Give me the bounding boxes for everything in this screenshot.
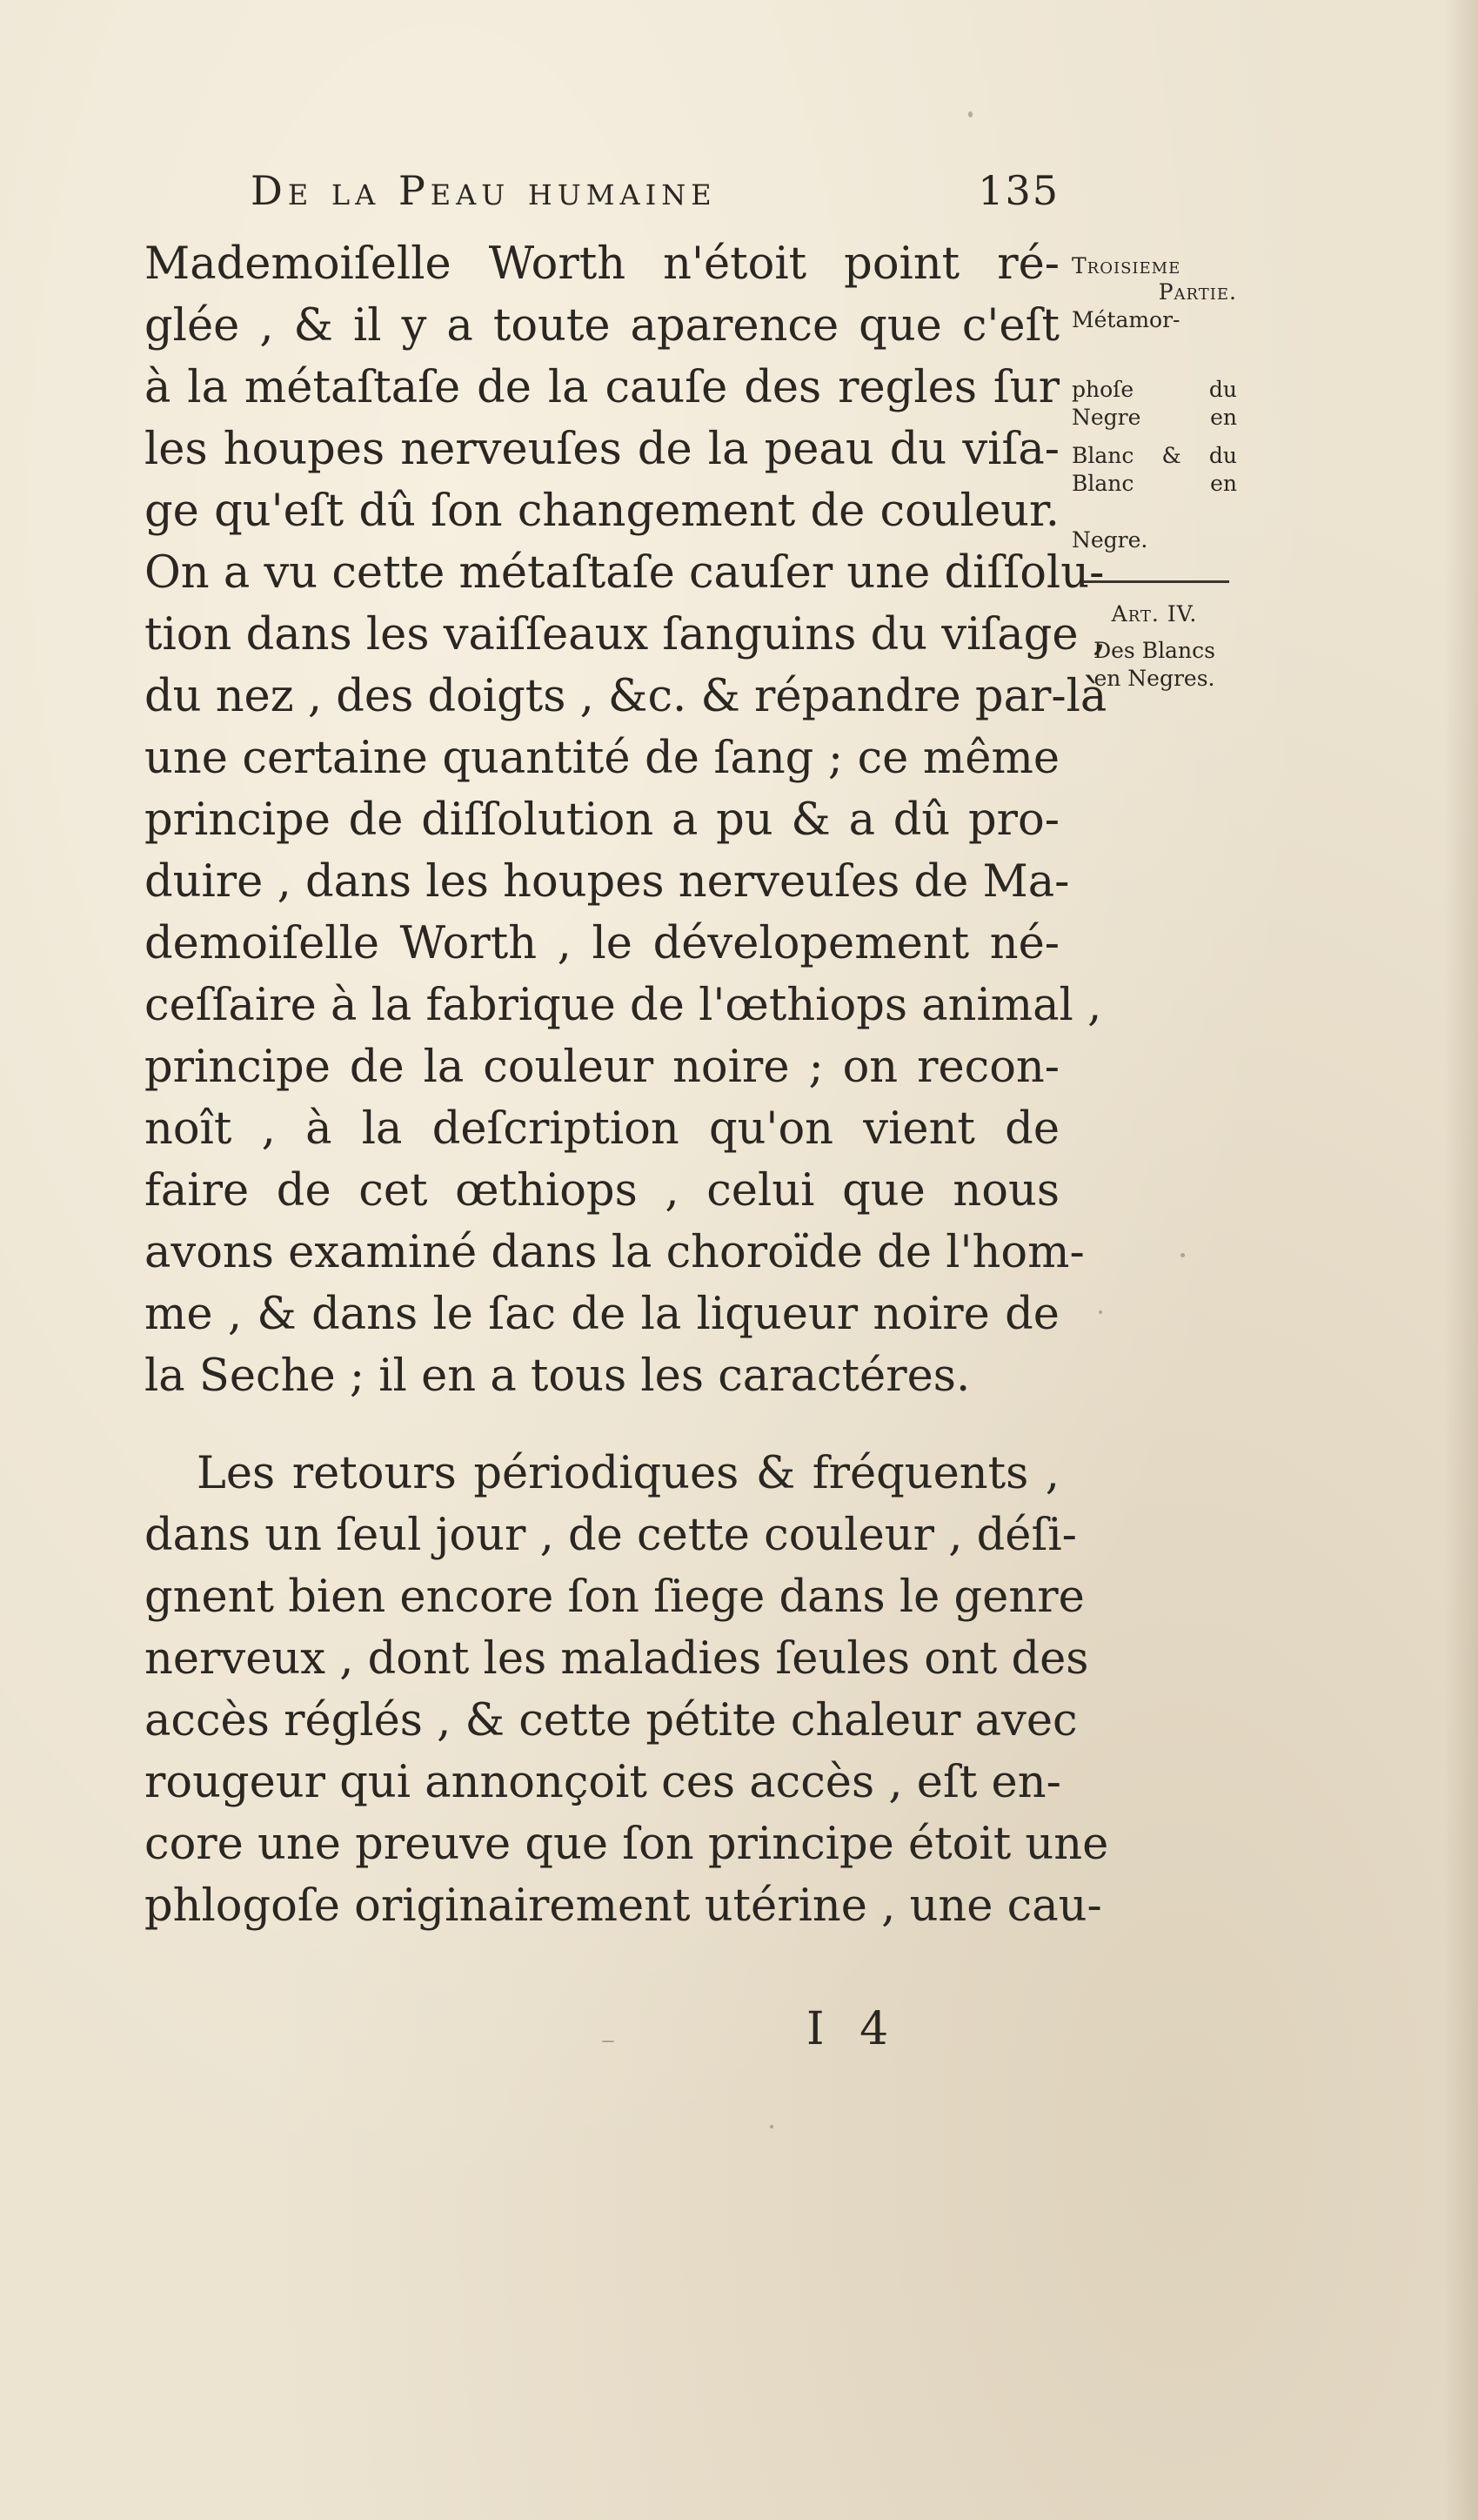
page-edge-shadow (1443, 0, 1478, 2520)
text-line: du nez , des doigts , &c. & répandre par-là (144, 671, 1107, 722)
text-line: une certaine quantité de ſang ; ce même (144, 733, 1060, 784)
margin-rule (1083, 580, 1229, 583)
margin-note: Negre. (1072, 527, 1148, 553)
text-line: On a vu cette métaſtaſe cauſer une diſſolu- (144, 547, 1105, 599)
text-line: demoiſelle Worth , le dévelopement né- (144, 918, 1060, 969)
text-line: la Seche ; il en a tous les caractéres. (144, 1350, 971, 1402)
text-line: avons examiné dans la choroïde de l'hom- (144, 1227, 1085, 1278)
margin-note: Art. IV. (1111, 601, 1198, 627)
text-line: faire de cet œthiops , celui que nous (144, 1165, 1060, 1216)
margin-note: Blanc & du (1072, 443, 1237, 468)
text-line: tion dans les vaiſſeaux ſanguins du viſage , (144, 609, 1107, 660)
text-line: principe de la couleur noire ; on recon- (144, 1042, 1060, 1093)
text-line: Mademoiſelle Worth n'étoit point ré- (144, 238, 1060, 290)
text-line: phlogoſe originairement utérine , une cau- (144, 1880, 1102, 1932)
text-line: ceſſaire à la fabrique de l'œthiops animal , (144, 980, 1102, 1031)
paper-speck (602, 2041, 614, 2042)
text-line: rougeur qui annonçoit ces accès , eſt en- (144, 1757, 1061, 1808)
text-line: nerveux , dont les maladies ſeules ont des (144, 1633, 1089, 1685)
margin-note: Negre en (1072, 405, 1237, 430)
paper-speck (770, 2125, 773, 2128)
signature-mark: I 4 (806, 2003, 900, 2055)
text-line: core une preuve que ſon principe étoit une (144, 1819, 1109, 1870)
text-line: glée , & il y a toute aparence que c'eſt (144, 300, 1060, 352)
text-line: à la métaſtaſe de la cauſe des regles ſur (144, 362, 1060, 413)
running-header (251, 167, 1060, 228)
margin-note: Blanc en (1072, 471, 1237, 496)
margin-note: Des Blancs (1093, 638, 1215, 663)
text-line: me , & dans le ſac de la liqueur noire de (144, 1289, 1060, 1340)
page-number: 135 (978, 167, 1060, 214)
margin-note: Partie. (1158, 279, 1237, 305)
text-line: duire , dans les houpes nerveuſes de Ma- (144, 856, 1070, 908)
text-line: principe de diſſolution a pu & a dû pro- (144, 794, 1060, 846)
margin-note: Métamor- (1072, 307, 1180, 332)
paper-speck (1099, 1310, 1102, 1314)
paper-speck (968, 111, 973, 117)
margin-note: phoſe du (1072, 377, 1237, 402)
margin-note: Troisieme (1072, 253, 1181, 278)
text-line: ge qu'eſt dû ſon changement de couleur. (144, 486, 1060, 537)
running-title: De la Peau humaine (251, 167, 717, 214)
margin-note: en Negres. (1093, 666, 1215, 691)
text-line: les houpes nerveuſes de la peau du viſa- (144, 424, 1060, 475)
text-line: gnent bien encore ſon ſiege dans le genre (144, 1572, 1085, 1623)
text-line: dans un ſeul jour , de cette couleur , déſi- (144, 1510, 1077, 1561)
text-line: noît , à la deſcription qu'on vient de (144, 1103, 1060, 1155)
text-line: Les retours périodiques & fréquents , (197, 1448, 1060, 1499)
text-line: accès réglés , & cette pétite chaleur avec (144, 1695, 1078, 1746)
paper-speck (1180, 1253, 1185, 1257)
